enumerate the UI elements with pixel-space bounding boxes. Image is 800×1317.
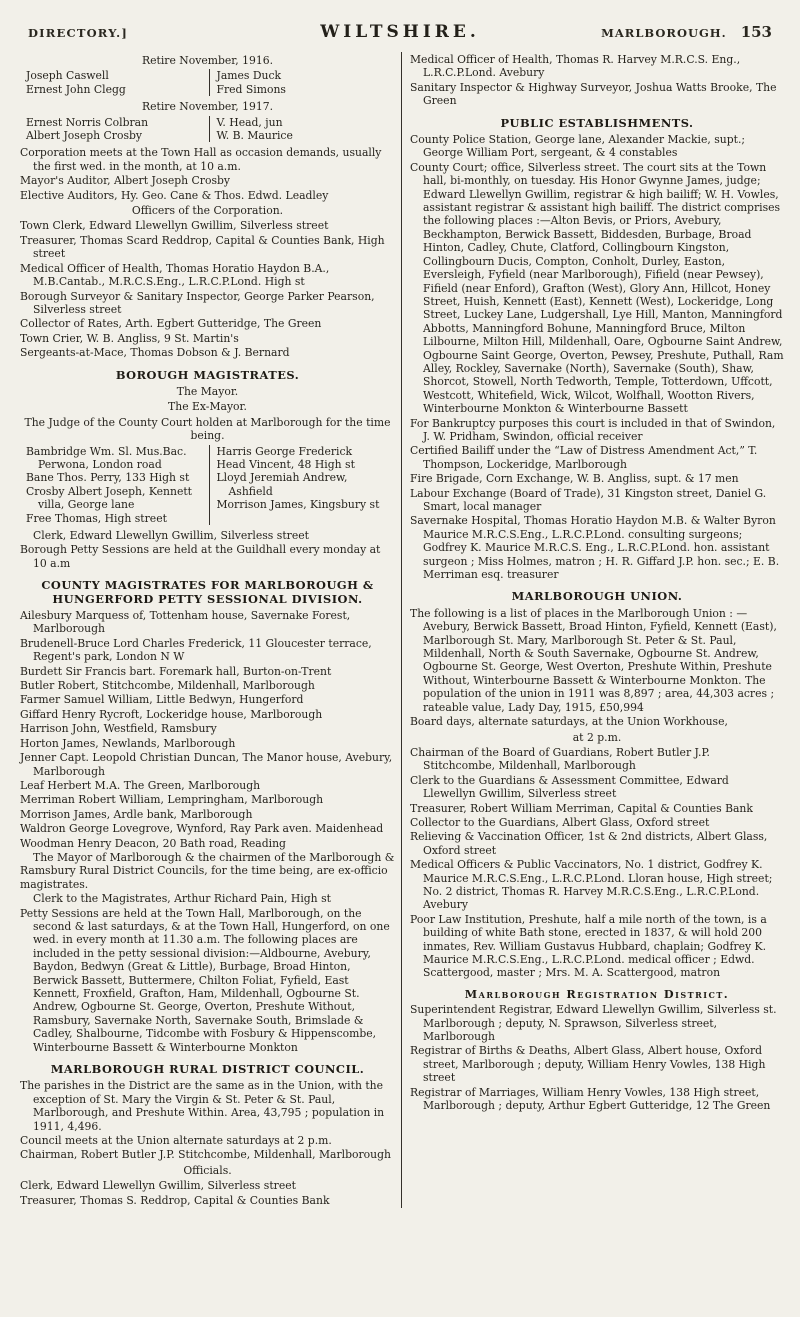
directory-entry: Council meets at the Union alternate saturdays at 2 p.m. xyxy=(20,1134,332,1148)
directory-entry: Town Clerk, Edward Llewellyn Gwillim, Silverless street xyxy=(20,219,329,233)
section-heading: PUBLIC ESTABLISHMENTS. xyxy=(500,115,694,130)
section-heading: BOROUGH MAGISTRATES. xyxy=(115,367,300,382)
name-pair-column xyxy=(20,69,209,96)
centered-line: at 2 p.m. xyxy=(572,730,622,744)
directory-entry: County Court; office, Silverless street. The court sits at the Town hall, bi-monthly, on tuesday. His Honor Gwynne James, judge; Edward Llewellyn Gwillim, registrar & high bailiff; W. H. Vowles, assistant registrar & assistant high bailiff. The district comprises the following places :—Alton Bevis, or Priors, Avebury, Beckhampton, Berwick Bassett, Biddesden, Burbage, Broad Hinton, Cadley, Chute, Clatford, Collingbourn Kingston, Collingbourn Ducis, Compton, Conholt, Durley, Easton, Eversleigh, Fyfield (near Marlborough), Fifield (near Pewsey), Fifield (near Enford), Grafton (West), Glory Ann, Hillcot, Honey Street, Huish, Kennett (East), Kennett (West), Lockeridge, Long Street, Luckey Lane, Ludgershall, Lye Hill, Manton, Manningford Abbotts, Manningford Bohune, Manningford Bruce, Milton Lilbourne, Milton Hill, Mildenhall, Oare, Ogbourne Saint Andrew, Ogbourne Saint George, Overton, Pewsey, Preshute, Puthall, Ram Alley, Rockley, Savernake (North), Savernake (South), Shaw, Shorcot, Stowell, North Tedworth, Temple, Totterdown, Uffcott, Westcott, Whitefield, Wick, Wilcot, Wolfhall, Wootton Rivers, Winterbourne Monkton & Winterbourne Bassett xyxy=(410,160,784,416)
directory-entry: The parishes in the District are the same as in the Union, with the exception of St. Mary the Virgin & St. Peter & St. Paul, Marlborough, and Preshute Within. Area, 43,795 ; population in 1911, 4,496. xyxy=(20,1079,385,1133)
name-item: Albert Joseph Crosby xyxy=(26,129,143,143)
name-pair-list xyxy=(20,116,395,143)
directory-entry: County Police Station, George lane, Alexander Mackie, supt.; George William Port, sergeant, & 4 constables xyxy=(410,133,746,160)
directory-entry: Fire Brigade, Corn Exchange, W. B. Angliss, supt. & 17 men xyxy=(410,472,739,486)
directory-entry: Labour Exchange (Board of Trade), 31 Kingston street, Daniel G. Smart, local manager xyxy=(410,486,767,513)
directory-entry: Collector of Rates, Arth. Egbert Gutteridge, The Green xyxy=(20,317,322,331)
header-right xyxy=(480,23,772,41)
directory-entry: Medical Officer of Health, Thomas Horatio Haydon B.A., M.B.Cantab., M.R.C.S.Eng., L.R.C.P.Lond. High st xyxy=(20,261,330,289)
name-item: Crosby Albert Joseph, Kennett villa, George lane xyxy=(26,484,193,512)
directory-entry: Butler Robert, Stitchcombe, Mildenhall, Marlborough xyxy=(20,679,315,693)
directory-entry: Burdett Sir Francis bart. Foremark hall, Burton-on-Trent xyxy=(20,664,332,678)
centered-line: Officers of the Corporation. xyxy=(131,204,284,218)
directory-entry: Sergeants-at-Mace, Thomas Dobson & J. Bernard xyxy=(20,346,290,360)
page-number: 153 xyxy=(740,23,772,41)
directory-entry: Sanitary Inspector & Highway Surveyor, Joshua Watts Brooke, The Green xyxy=(410,80,777,108)
name-item: Ernest John Clegg xyxy=(26,82,126,96)
directory-entry: Treasurer, Thomas Scard Reddrop, Capital & Counties Bank, High street xyxy=(20,233,385,261)
directory-entry: Superintendent Registrar, Edward Llewellyn Gwillim, Silverless st. Marlborough ; deputy, N. Sprawson, Silverless street, Marlborough xyxy=(410,1003,777,1044)
directory-entry: Farmer Samuel William, Little Bedwyn, Hungerford xyxy=(20,693,304,707)
name-item: Morrison James, Kingsbury st xyxy=(216,498,380,512)
centered-line: Retire November, 1917. xyxy=(141,100,274,114)
name-item: Head Vincent, 48 High st xyxy=(216,457,355,471)
left-column xyxy=(16,52,401,1208)
section-heading: MARLBOROUGH UNION. xyxy=(511,589,683,604)
name-item: Ernest Norris Colbran xyxy=(26,115,149,129)
name-item: James Duck xyxy=(216,69,282,83)
name-pair-column xyxy=(209,116,396,143)
directory-entry: Brudenell-Bruce Lord Charles Frederick, 11 Gloucester terrace, Regent's park, London N W xyxy=(20,636,372,664)
name-pair-column xyxy=(20,116,209,143)
name-pair-column xyxy=(209,69,396,96)
directory-entry: Jenner Capt. Leopold Christian Duncan, The Manor house, Avebury, Marlborough xyxy=(20,751,393,778)
directory-entry: Collector to the Guardians, Albert Glass, Oxford street xyxy=(410,815,710,829)
directory-entry: Mayor's Auditor, Albert Joseph Crosby xyxy=(20,174,231,188)
directory-entry: Waldron George Lovegrove, Wynford, Ray Park aven. Maidenhead xyxy=(20,822,384,836)
directory-entry: Medical Officer of Health, Thomas R. Harvey M.R.C.S. Eng., L.R.C.P.Lond. Avebury xyxy=(410,53,741,80)
directory-entry: Chairman, Robert Butler J.P. Stitchcombe, Mildenhall, Marlborough xyxy=(20,1148,391,1162)
directory-entry: Merriman Robert William, Lempringham, Marlborough xyxy=(20,793,324,807)
directory-entry: Giffard Henry Rycroft, Lockeridge house, Marlborough xyxy=(20,707,323,721)
directory-note: Clerk to the Magistrates, Arthur Richard Pain, High st xyxy=(33,892,331,906)
running-header xyxy=(14,16,788,52)
centered-line: The Judge of the County Court holden at Marlborough for the time being. xyxy=(24,415,391,443)
centered-line: Retire November, 1916. xyxy=(141,54,274,67)
header-place-label: MARLBOROUGH. xyxy=(601,26,727,40)
directory-entry: Woodman Henry Deacon, 20 Bath road, Reading xyxy=(20,836,286,850)
name-pair-column xyxy=(20,445,209,525)
directory-note: Clerk, Edward Llewellyn Gwillim, Silverless street xyxy=(33,529,309,542)
directory-entry: Board days, alternate saturdays, at the Union Workhouse, xyxy=(410,715,728,729)
name-item: W. B. Maurice xyxy=(216,129,293,143)
centered-line: Officials. xyxy=(183,1163,232,1177)
name-item: Lloyd Jeremiah Andrew, Ashfield xyxy=(216,471,348,498)
name-item: Bane Thos. Perry, 133 High st xyxy=(26,471,190,485)
name-pair-list xyxy=(20,69,395,96)
right-column xyxy=(401,52,786,1208)
directory-entry: Morrison James, Ardle bank, Marlborough xyxy=(20,807,253,821)
directory-entry: The following is a list of places in the Marlborough Union : —Avebury, Berwick Bassett, Broad Hinton, Fyfield, Kennett (East), Marlborough St. Mary, Marlborough St. Peter & St. Paul, Mildenhall, North & South Savernake, Ogbourne St. Andrew, Ogbourne St. George, West Overton, Preshute Within, Preshute Without, Winterbourne Bassett & Winterbourne Monkton. The population of the union in 1911 was 8,897 ; area, 44,303 acres ; rateable value, Lady Day, 1915, £50,994 xyxy=(410,606,777,714)
section-heading: COUNTY MAGISTRATES FOR MARLBOROUGH & HUNGERFORD PETTY SESSIONAL DIVISION. xyxy=(41,578,374,606)
name-item: V. Head, jun xyxy=(216,115,283,129)
directory-entry: Town Crier, W. B. Angliss, 9 St. Martin's xyxy=(20,331,239,345)
directory-entry: Clerk to the Guardians & Assessment Committee, Edward Llewellyn Gwillim, Silverless street xyxy=(410,773,729,801)
directory-entry: Borough Petty Sessions are held at the Guildhall every monday at 10 a.m xyxy=(20,543,381,570)
directory-entry: Certified Bailiff under the “Law of Distress Amendment Act,” T. Thompson, Lockeridge, Marlborough xyxy=(410,444,758,471)
directory-entry: Horton James, Newlands, Marlborough xyxy=(20,736,236,750)
section-heading: MARLBOROUGH RURAL DISTRICT COUNCIL. xyxy=(50,1062,365,1077)
header-directory-label: DIRECTORY.] xyxy=(28,26,128,40)
directory-entry: For Bankruptcy purposes this court is included in that of Swindon, J. W. Pridham, Swindon, official receiver xyxy=(410,416,776,443)
directory-entry: Clerk, Edward Llewellyn Gwillim, Silverless street xyxy=(20,1179,296,1193)
subsection-heading: Marlborough Registration District. xyxy=(464,986,730,1001)
directory-entry: Corporation meets at the Town Hall as occasion demands, usually the first wed. in the month, at 10 a.m. xyxy=(20,146,382,173)
directory-entry: Borough Surveyor & Sanitary Inspector, George Parker Pearson, Silverless street xyxy=(20,289,375,316)
centered-line: The Ex-Mayor. xyxy=(168,400,247,414)
name-item: Joseph Caswell xyxy=(26,69,109,83)
directory-entry: Elective Auditors, Hy. Geo. Cane & Thos. Edwd. Leadley xyxy=(20,188,329,202)
name-pair-column xyxy=(209,445,396,525)
directory-entry: Registrar of Births & Deaths, Albert Glass, Albert house, Oxford street, Marlborough ; deputy, William Henry Vowles, 138 High street xyxy=(410,1044,766,1085)
directory-entry: Chairman of the Board of Guardians, Robert Butler J.P. Stitchcombe, Mildenhall, Marlborough xyxy=(410,745,710,773)
name-item: Harris George Frederick xyxy=(216,444,353,458)
two-column-layout xyxy=(14,52,788,1208)
directory-entry: Medical Officers & Public Vaccinators, No. 1 district, Godfrey K. Maurice M.R.C.S.Eng., L.R.C.P.Lond. Lloran house, High street; No. 2 district, Thomas R. Harvey M.R.C.S.Eng., L.R.C.P.Lond. Avebury xyxy=(410,858,773,912)
centered-line: The Mayor. xyxy=(176,384,239,398)
directory-note: The Mayor of Marlborough & the chairmen of the Marlborough & Ramsbury Rural District Councils, for the time being, are ex-officio magistrates. xyxy=(20,850,395,891)
directory-entry: Relieving & Vaccination Officer, 1st & 2nd districts, Albert Glass, Oxford street xyxy=(410,830,768,857)
name-item: Bambridge Wm. Sl. Mus.Bac. Perwona, London road xyxy=(26,444,187,471)
directory-entry: Leaf Herbert M.A. The Green, Marlborough xyxy=(20,778,261,792)
directory-entry: Poor Law Institution, Preshute, half a mile north of the town, is a building of white Bath stone, erected in 1837, & will hold 200 inmates, Rev. William Gustavus Hubbard, chaplain; Godfrey K. Maurice M.R.C.S.Eng., L.R.C.P.Lond. medical officer ; Edwd. Scattergood, master ; Mrs. M. A. Scattergood, matron xyxy=(410,912,767,980)
directory-entry: Registrar of Marriages, William Henry Vowles, 138 High street, Marlborough ; deputy, Arthur Egbert Gutteridge, 12 The Green xyxy=(410,1085,771,1113)
directory-entry: Treasurer, Thomas S. Reddrop, Capital & Counties Bank xyxy=(20,1193,330,1207)
name-pair-list xyxy=(20,445,395,525)
directory-entry: Petty Sessions are held at the Town Hall, Marlborough, on the second & last saturdays, & at the Town Hall, Hungerford, on one wed. in every month at 11.30 a.m. The following places are included in the petty sessional division:—Aldbourne, Avebury, Baydon, Bedwyn (Great & Little), Burbage, Broad Hinton, Berwick Bassett, Buttermere, Chilton Foliat, Fyfield, East Kennett, Froxfield, Grafton, Ham, Mildenhall, Ogbourne St. Andrew, Ogbourne St. George, Overton, Preshute Without, Ramsbury, Savernake North, Savernake South, Brimslade & Cadley, Shalbourne, Tidcombe with Fosbury & Hippenscombe, Winterbourne Bassett & Winterbourne Monkton xyxy=(20,906,390,1054)
directory-entry: Harrison John, Westfield, Ramsbury xyxy=(20,722,217,736)
directory-entry: Ailesbury Marquess of, Tottenham house, Savernake Forest, Marlborough xyxy=(20,609,351,636)
directory-entry: Treasurer, Robert William Merriman, Capital & Counties Bank xyxy=(410,801,753,815)
directory-entry: Savernake Hospital, Thomas Horatio Haydon M.B. & Walter Byron Maurice M.R.C.S.Eng., L.R.C.P.Lond. consulting surgeons; Godfrey K. Maurice M.R.C.S. Eng., L.R.C.P.Lond. hon. assistant surgeon ; Miss Holmes, matron ; H. R. Giffard J.P. hon. sec.; E. B. Merriman esq. treasurer xyxy=(410,514,780,582)
name-item: Fred Simons xyxy=(216,82,286,96)
name-item: Free Thomas, High street xyxy=(26,511,167,525)
page-title: WILTSHIRE. xyxy=(320,22,480,42)
